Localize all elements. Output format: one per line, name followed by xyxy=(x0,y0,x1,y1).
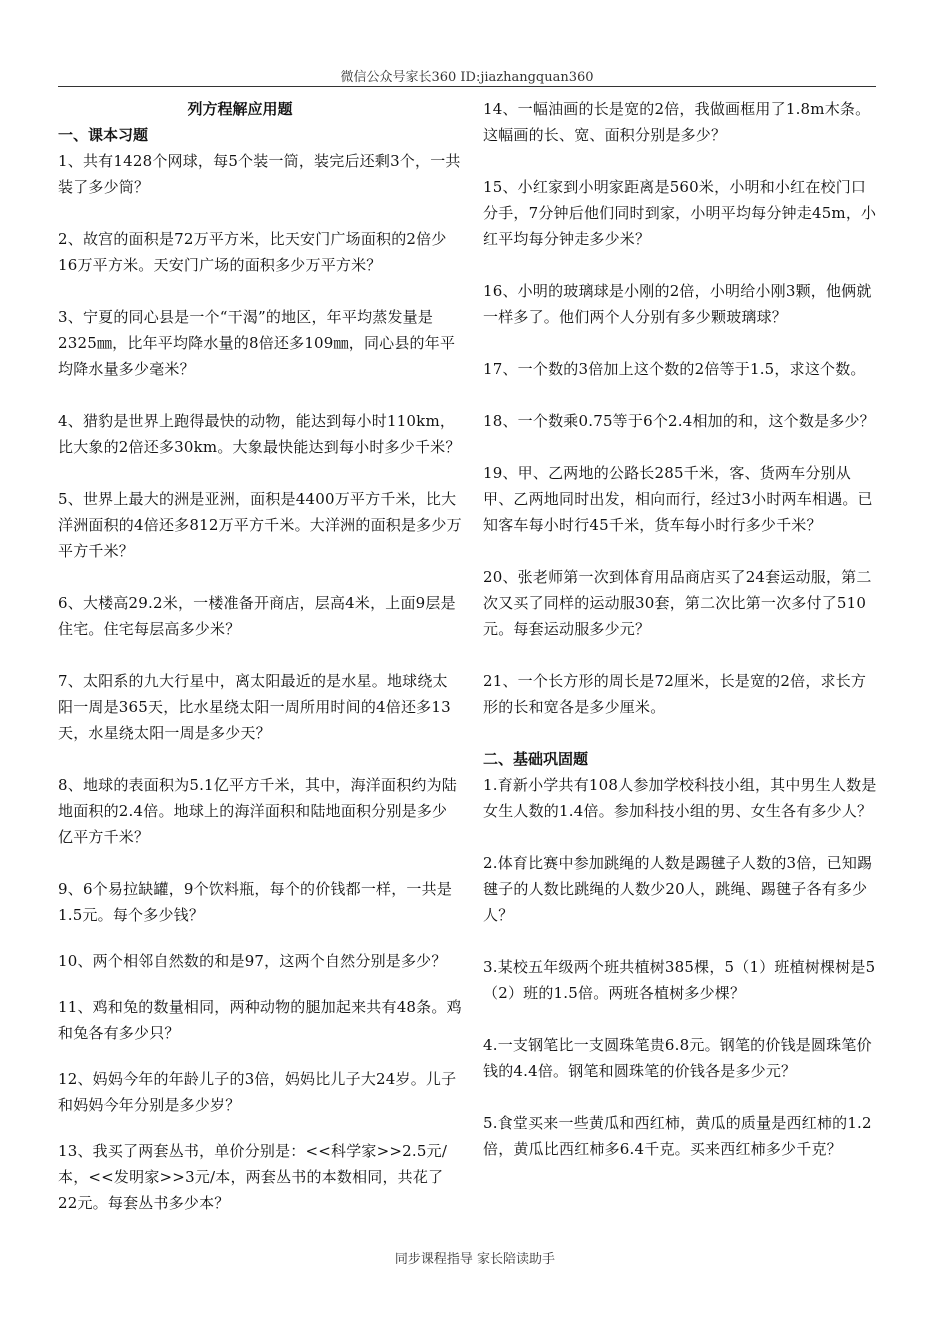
problem-9: 9、6个易拉缺罐，9个饮料瓶，每个的价钱都一样，一共是1.5元。每个多少钱？ xyxy=(58,880,453,924)
page-header: 微信公众号家长360 ID:jiazhangquan360 xyxy=(340,70,594,85)
problem-21: 21、一个长方形的周长是72厘米，长是宽的2倍，求长方形的长和宽各是多少厘米。 xyxy=(483,672,867,716)
problem-1: 1、共有1428个网球，每5个装一筒，装完后还剩3个，一共装了多少筒？ xyxy=(58,152,461,196)
problem-7: 7、太阳系的九大行星中，离太阳最近的是水星。地球绕太阳一周是365天，比水星绕太阳一周所用时间的4倍还多13天，水星绕太阳一周是多少天？ xyxy=(58,672,451,742)
problem-5: 5、世界上最大的洲是亚洲，面积是4400万平方千米，比大洋洲面积的4倍还多812万平方千米。大洋洲的面积是多少万平方千米？ xyxy=(58,490,462,560)
basic-problem-1: 1.育新小学共有108人参加学校科技小组，其中男生人数是女生人数的1.4倍。参加科技小组的男、女生各有多少人？ xyxy=(483,776,877,820)
problem-16: 16、小明的玻璃球是小刚的2倍，小明给小刚3颗，他俩就一样多了。他们两个人分别有多少颗玻璃球？ xyxy=(483,282,872,326)
problem-14: 14、一幅油画的长是宽的2倍，我做画框用了1.8m木条。这幅画的长、宽、面积分别是多少？ xyxy=(483,100,871,144)
problem-10: 10、两个相邻自然数的和是97，这两个自然分别是多少？ xyxy=(58,952,447,970)
problem-4: 4、猎豹是世界上跑得最快的动物，能达到每小时110km，比大象的2倍还多30km。大象最快能达到每小时多少千米？ xyxy=(58,412,461,456)
document-title: 列方程解应用题 xyxy=(187,100,293,118)
problem-12: 12、妈妈今年的年龄儿子的3倍，妈妈比儿子大24岁。儿子和妈妈今年分别是多少岁？ xyxy=(58,1070,457,1114)
section-heading-basic: 二、基础巩固题 xyxy=(483,750,589,768)
problem-6: 6、大楼高29.2米，一楼准备开商店，层高4米，上面9层是住宅。住宅每层高多少米？ xyxy=(58,594,456,638)
header-rule xyxy=(58,86,876,87)
basic-problem-5: 5.食堂买来一些黄瓜和西红柿，黄瓜的质量是西红柿的1.2倍，黄瓜比西红柿多6.4千克。买来西红柿多少千克？ xyxy=(483,1114,872,1158)
basic-problem-4: 4.一支钢笔比一支圆珠笔贵6.8元。钢笔的价钱是圆珠笔价钱的4.4倍。钢笔和圆珠笔的价钱各是多少元？ xyxy=(483,1036,872,1080)
problem-11: 11、鸡和兔的数量相同，两种动物的腿加起来共有48条。鸡和兔各有多少只？ xyxy=(58,998,462,1042)
problem-19: 19、甲、乙两地的公路长285千米，客、货两车分别从甲、乙两地同时出发，相向而行，经过3小时两车相遇。已知客车每小时行45千米，货车每小时行多少千米？ xyxy=(483,464,873,534)
right-column xyxy=(483,96,879,1162)
problem-17: 17、一个数的3倍加上这个数的2倍等于1.5，求这个数。 xyxy=(483,360,866,378)
basic-problem-3: 3.某校五年级两个班共植树385棵，5（1）班植树棵树是5（2）班的1.5倍。两班各植树多少棵？ xyxy=(483,958,876,1002)
problem-18: 18、一个数乘0.75等于6个2.4相加的和，这个数是多少？ xyxy=(483,412,875,430)
page-footer: 同步课程指导 家长陪读助手 xyxy=(394,1252,556,1267)
problem-13: 13、我买了两套丛书，单价分别是：<<科学家>>2.5元/本，<<发明家>>3元/本，两套丛书的本数相同，共花了22元。每套丛书多少本？ xyxy=(58,1142,448,1212)
left-column xyxy=(58,96,462,1216)
basic-problem-2: 2.体育比赛中参加跳绳的人数是踢毽子人数的3倍，已知踢毽子的人数比跳绳的人数少20人，跳绳、踢毽子各有多少人？ xyxy=(483,854,873,924)
problem-15: 15、小红家到小明家距离是560米，小明和小红在校门口分手，7分钟后他们同时到家，小明平均每分钟走45m，小红平均每分钟走多少米？ xyxy=(483,178,877,248)
problem-8: 8、地球的表面积为5.1亿平方千米，其中，海洋面积约为陆地面积的2.4倍。地球上的海洋面积和陆地面积分别是多少亿平方千米？ xyxy=(58,776,458,846)
section-heading-textbook: 一、课本习题 xyxy=(58,126,149,144)
problem-20: 20、张老师第一次到体育用品商店买了24套运动服，第二次又买了同样的运动服30套，第二次比第一次多付了510元。每套运动服多少元？ xyxy=(483,568,872,638)
problem-2: 2、故宫的面积是72万平方米，比天安门广场面积的2倍少16万平方米。天安门广场的面积多少万平方米？ xyxy=(58,230,447,274)
problem-3: 3、宁夏的同心县是一个“干渴”的地区，年平均蒸发量是2325㎜，比年平均降水量的8倍还多109㎜，同心县的年平均降水量多少毫米？ xyxy=(58,308,456,378)
